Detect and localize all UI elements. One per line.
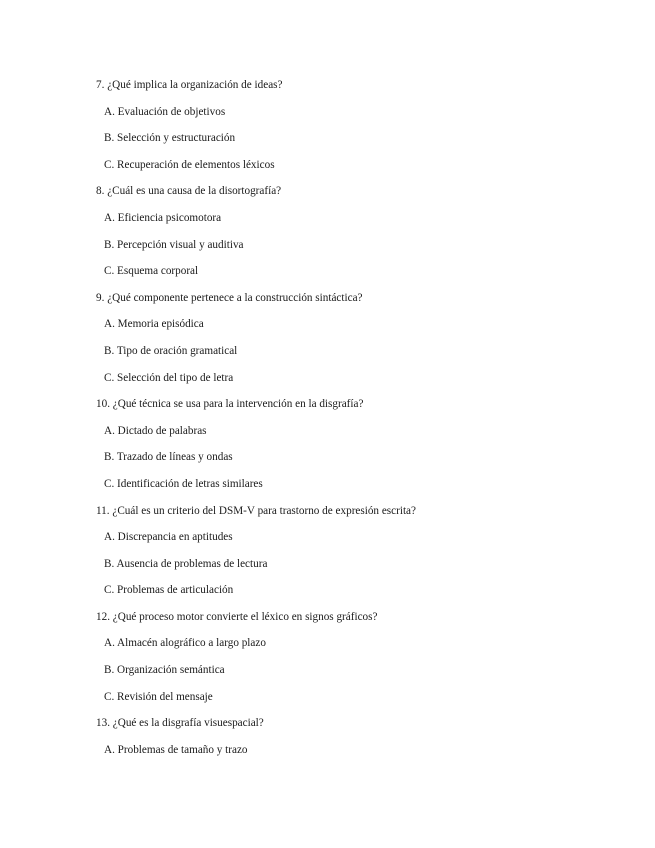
option-b: B. Organización semántica xyxy=(104,664,225,677)
option-a: A. Memoria episódica xyxy=(104,318,204,331)
option-b: B. Ausencia de problemas de lectura xyxy=(104,557,268,570)
option-a: A. Almacén alográfico a largo plazo xyxy=(104,637,266,650)
option-b: B. Tipo de oración gramatical xyxy=(104,344,238,357)
question-text: 9. ¿Qué componente pertenece a la construcción sintáctica? xyxy=(96,291,363,304)
question-10 xyxy=(96,395,616,501)
question-list xyxy=(96,76,616,767)
question-text: 8. ¿Cuál es una causa de la disortografía? xyxy=(96,185,282,198)
question-text: 7. ¿Qué implica la organización de ideas? xyxy=(96,79,283,91)
option-c: C. Problemas de articulación xyxy=(104,584,234,597)
option-c: C. Identificación de letras similares xyxy=(104,477,263,490)
option-c: C. Esquema corporal xyxy=(104,265,199,278)
option-a: A. Evaluación de objetivos xyxy=(104,105,226,118)
option-c: C. Recuperación de elementos léxicos xyxy=(104,158,275,171)
option-b: B. Percepción visual y auditiva xyxy=(104,238,244,251)
question-9 xyxy=(96,289,616,395)
question-7 xyxy=(96,76,616,182)
option-a: A. Dictado de palabras xyxy=(104,424,207,437)
option-c: C. Revisión del mensaje xyxy=(104,690,213,703)
question-text: 13. ¿Qué es la disgrafía visuespacial? xyxy=(96,717,264,730)
question-8 xyxy=(96,182,616,288)
option-a: A. Problemas de tamaño y trazo xyxy=(104,743,248,756)
question-text: 11. ¿Cuál es un criterio del DSM-V para trastorno de expresión escrita? xyxy=(96,504,416,517)
question-12 xyxy=(96,608,616,714)
option-b: B. Trazado de líneas y ondas xyxy=(104,451,233,464)
option-c: C. Selección del tipo de letra xyxy=(104,371,234,384)
question-text: 12. ¿Qué proceso motor convierte el léxico en signos gráficos? xyxy=(96,610,378,623)
option-a: A. Eficiencia psicomotora xyxy=(104,211,222,224)
question-13 xyxy=(96,714,616,767)
question-text: 10. ¿Qué técnica se usa para la intervención en la disgrafía? xyxy=(96,398,364,411)
question-11 xyxy=(96,502,616,608)
option-a: A. Discrepancia en aptitudes xyxy=(104,531,233,544)
option-b: B. Selección y estructuración xyxy=(104,132,236,145)
